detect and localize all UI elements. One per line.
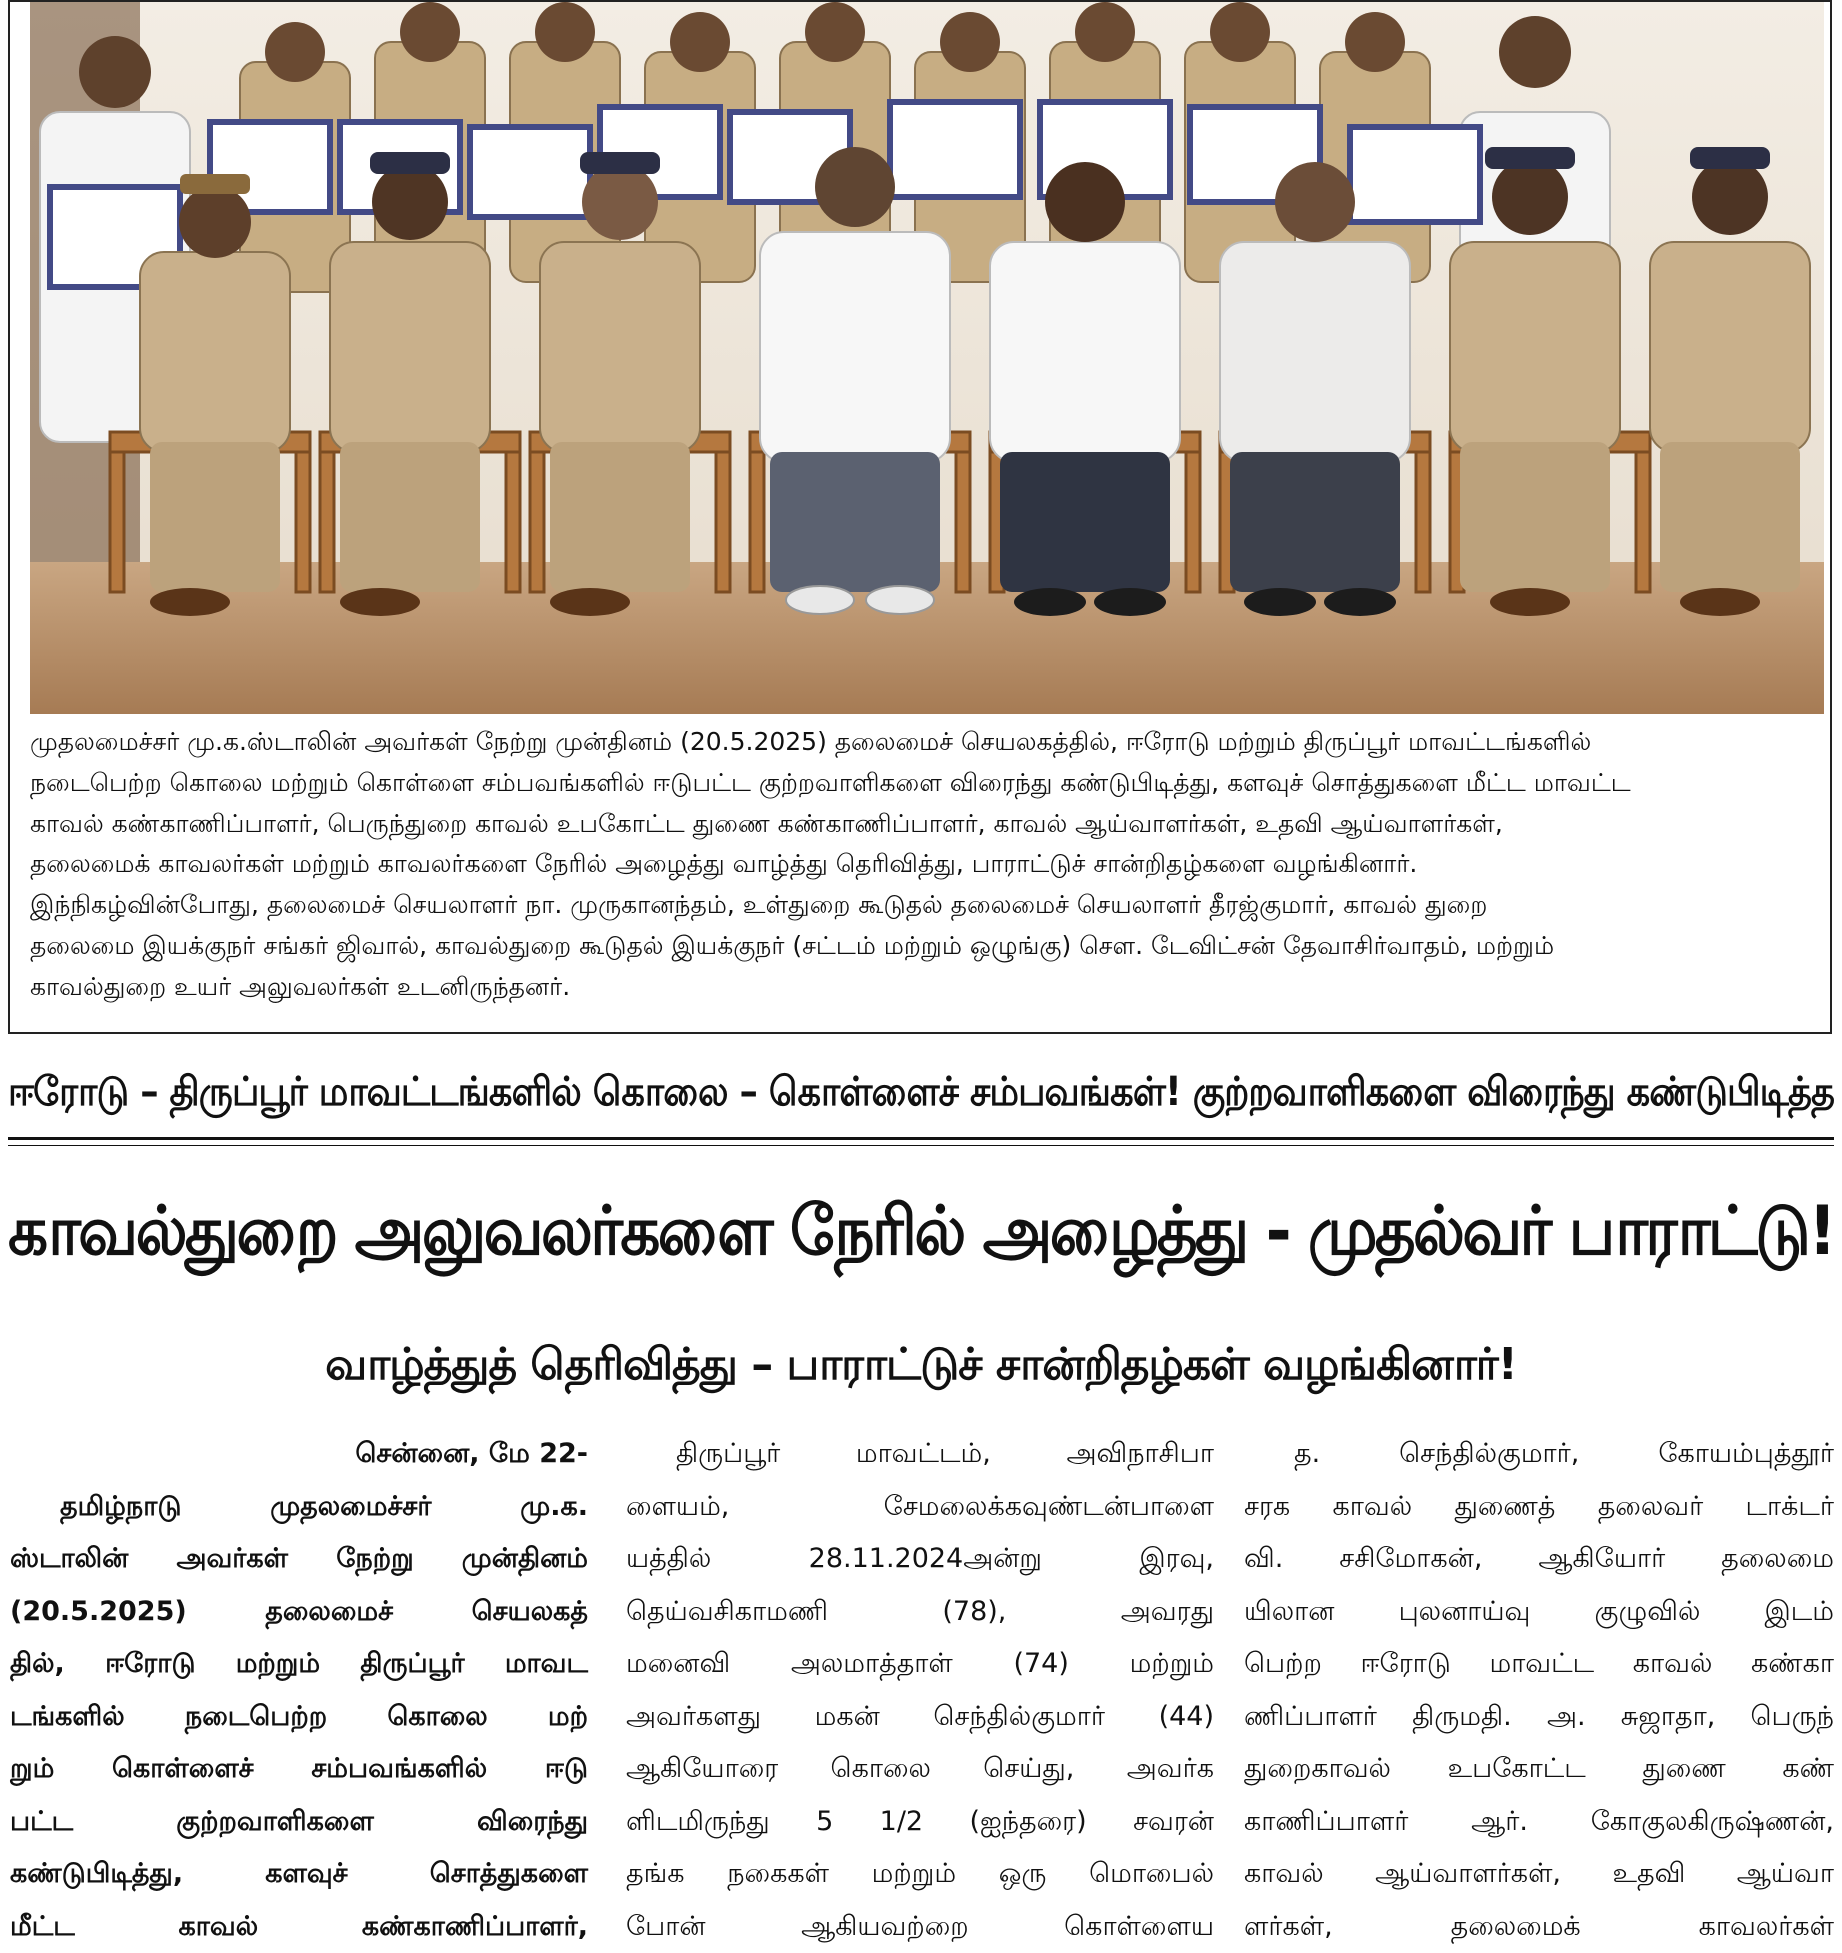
caption-line: இந்நிகழ்வின்போது, தலைமைச் செயலாளர் நா. முருகானந்தம், உள்துறை கூடுதல் தலைமைச் செயலாளர் தீரஜ்குமார், காவல் துறை — [30, 885, 1824, 926]
caption-line: தலைமைக் காவலர்கள் மற்றும் காவலர்களை நேரில் அழைத்து வாழ்த்து தெரிவித்து, பாராட்டுச் சான்றிதழ்களை வழங்கினார். — [30, 844, 1824, 885]
group-photo — [30, 2, 1824, 714]
body-line: வி. சசிமோகன், ஆகியோர் தலைமை — [1244, 1533, 1834, 1586]
caption-line: காவல்துறை உயர் அலுவலர்கள் உடனிருந்தனர். — [30, 967, 1824, 1008]
body-line: தங்க நகைகள் மற்றும் ஒரு மொபைல் — [626, 1848, 1214, 1901]
group-photo-illustration — [30, 2, 1824, 714]
body-line: தில், ஈரோடு மற்றும் திருப்பூர் மாவட — [10, 1638, 588, 1691]
body-line: போன் ஆகியவற்றை கொள்ளைய — [626, 1901, 1214, 1953]
caption-line: நடைபெற்ற கொலை மற்றும் கொள்ளை சம்பவங்களில் ஈடுபட்ட குற்றவாளிகளை விரைந்து கண்டுபிடித்து, களவுச் சொத்துகளை மீட்ட மாவட்ட — [30, 763, 1824, 804]
article-column-2 — [626, 1428, 1214, 1866]
body-line: யத்தில் 28.11.2024அன்று இரவு, — [626, 1533, 1214, 1586]
body-line: ணிப்பாளர் திருமதி. அ. சுஜாதா, பெருந் — [1244, 1691, 1834, 1744]
body-line: ஆகியோரை கொலை செய்து, அவர்க — [626, 1743, 1214, 1796]
body-line: ளிடமிருந்து 5 1/2 (ஐந்தரை) சவரன் — [626, 1796, 1214, 1849]
body-line: ளர்கள், தலைமைக் காவலர்கள் — [1244, 1901, 1834, 1953]
body-line: தமிழ்நாடு முதலமைச்சர் மு.க. — [10, 1481, 588, 1534]
photo-with-caption — [8, 0, 1832, 1034]
article-column-3 — [1244, 1428, 1834, 1866]
body-line: தெய்வசிகாமணி (78), அவரது — [626, 1586, 1214, 1639]
body-line: பட்ட குற்றவாளிகளை விரைந்து — [10, 1796, 588, 1849]
body-line: மனைவி அலமாத்தாள் (74) மற்றும் — [626, 1638, 1214, 1691]
caption-line: தலைமை இயக்குநர் சங்கர் ஜிவால், காவல்துறை கூடுதல் இயக்குநர் (சட்டம் மற்றும் ஒழுங்கு) செள. டேவிட்சன் தேவாசிர்வாதம், மற்றும் — [30, 926, 1824, 967]
sub-headline: வாழ்த்துத் தெரிவித்து – பாராட்டுச் சான்றிதழ்கள் வழங்கினார்! — [8, 1325, 1834, 1405]
article-column-1 — [10, 1428, 588, 1866]
body-line: றும் கொள்ளைச் சம்பவங்களில் ஈடு — [10, 1743, 588, 1796]
caption-line: முதலமைச்சர் மு.க.ஸ்டாலின் அவர்கள் நேற்று முன்தினம் (20.5.2025) தலைமைச் செயலகத்தில், ஈரோடு மற்றும் திருப்பூர் மாவட்டங்களில் — [30, 722, 1824, 763]
body-line: கண்டுபிடித்து, களவுச் சொத்துகளை — [10, 1848, 588, 1901]
photo-caption — [30, 722, 1824, 1008]
body-line: திருப்பூர் மாவட்டம், அவிநாசிபா — [626, 1428, 1214, 1481]
caption-line: காவல் கண்காணிப்பாளர், பெருந்துறை காவல் உபகோட்ட துணை கண்காணிப்பாளர், காவல் ஆய்வாளர்கள், உதவி ஆய்வாளர்கள், — [30, 804, 1824, 845]
body-line: ஸ்டாலின் அவர்கள் நேற்று முன்தினம் — [10, 1533, 588, 1586]
body-line: ளையம், சேமலைக்கவுண்டன்பாளை — [626, 1481, 1214, 1534]
body-line: டங்களில் நடைபெற்ற கொலை மற் — [10, 1691, 588, 1744]
body-line: யிலான புலனாய்வு குழுவில் இடம் — [1244, 1586, 1834, 1639]
body-line: காணிப்பாளர் ஆர். கோகுலகிருஷ்ணன், — [1244, 1796, 1834, 1849]
body-line: துறைகாவல் உபகோட்ட துணை கண் — [1244, 1743, 1834, 1796]
dateline: சென்னை, மே 22- — [10, 1428, 588, 1481]
main-headline: காவல்துறை அலுவலர்களை நேரில் அழைத்து - முதல்வர் பாராட்டு! — [8, 1162, 1834, 1302]
body-line: காவல் ஆய்வாளர்கள், உதவி ஆய்வா — [1244, 1848, 1834, 1901]
body-line: (20.5.2025) தலைமைச் செயலகத் — [10, 1586, 588, 1639]
body-line: அவர்களது மகன் செந்தில்குமார் (44) — [626, 1691, 1214, 1744]
divider — [8, 1145, 1834, 1146]
kicker-headline: ஈரோடு – திருப்பூர் மாவட்டங்களில் கொலை – கொள்ளைச் சம்பவங்கள்! குற்றவாளிகளை விரைந்து கண்டுபிடித்த — [8, 1044, 1834, 1140]
body-line: த. செந்தில்குமார், கோயம்புத்தூர் — [1244, 1428, 1834, 1481]
body-line: பெற்ற ஈரோடு மாவட்ட காவல் கண்கா — [1244, 1638, 1834, 1691]
body-line: மீட்ட காவல் கண்காணிப்பாளர், — [10, 1901, 588, 1953]
body-line: சரக காவல் துணைத் தலைவர் டாக்டர் — [1244, 1481, 1834, 1534]
